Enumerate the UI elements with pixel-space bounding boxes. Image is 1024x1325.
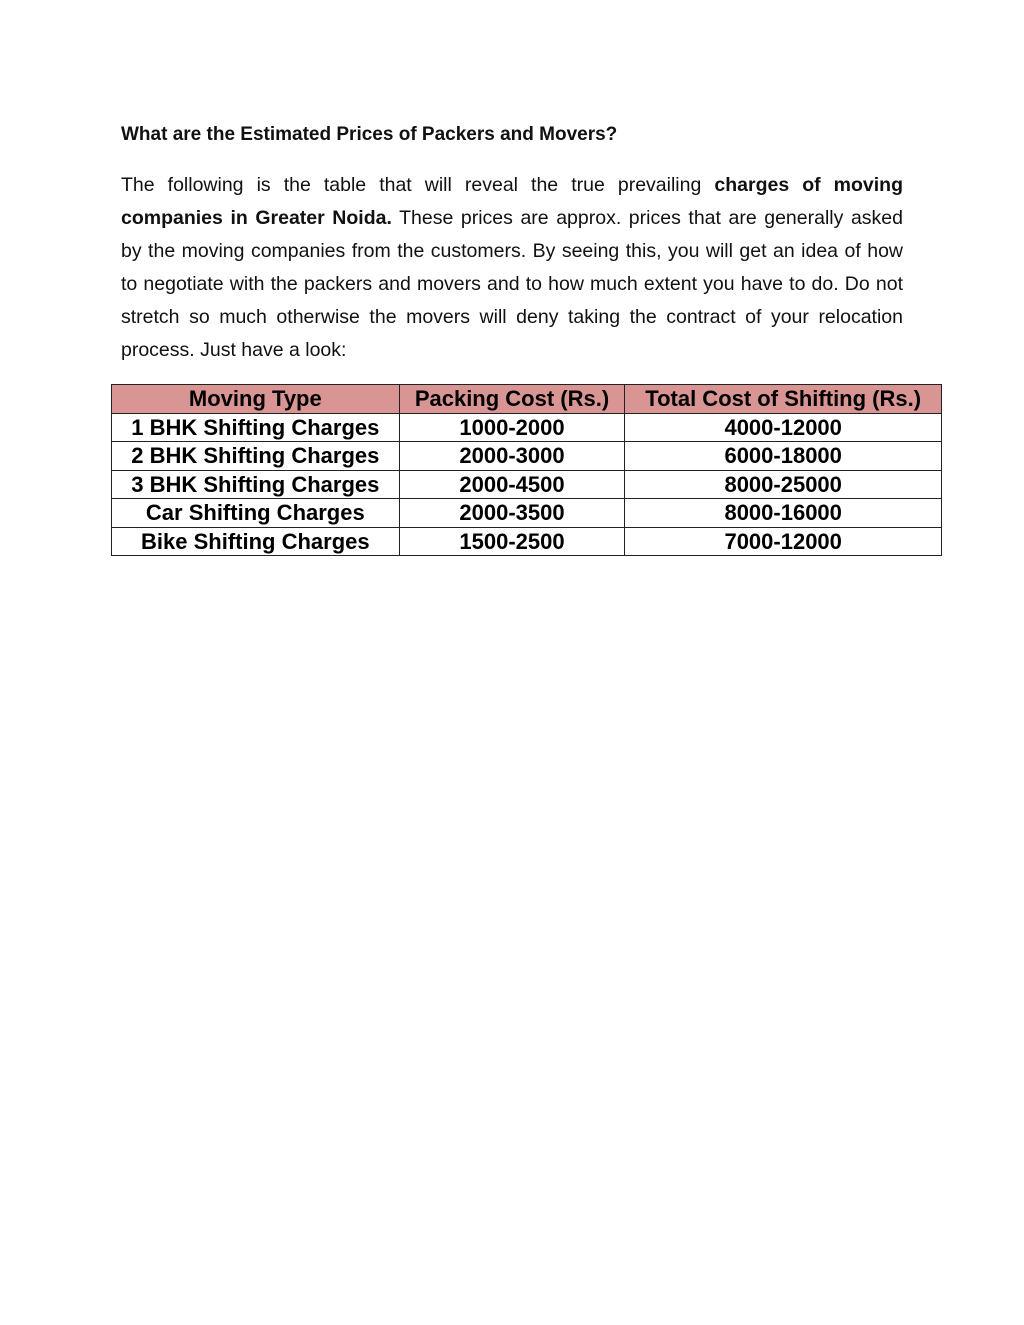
cell-total-cost: 4000-12000 <box>625 413 942 442</box>
table-row <box>112 499 942 528</box>
table-row <box>112 413 942 442</box>
cell-total-cost: 7000-12000 <box>625 527 942 556</box>
cell-total-cost: 6000-18000 <box>625 442 942 471</box>
section-heading: What are the Estimated Prices of Packers and Movers? <box>121 124 618 145</box>
column-header-moving-type: Moving Type <box>112 385 400 414</box>
cell-total-cost: 8000-25000 <box>625 470 942 499</box>
table-header-row <box>112 385 942 414</box>
cell-packing-cost: 2000-4500 <box>399 470 625 499</box>
intro-paragraph <box>121 169 903 367</box>
paragraph-bold-text: charges of moving companies in Greater Noida. <box>121 174 904 229</box>
paragraph-text-start: The following is the table that will reveal the true prevailing <box>121 174 715 196</box>
column-header-packing-cost: Packing Cost (Rs.) <box>399 385 625 414</box>
cell-moving-type: 2 BHK Shifting Charges <box>112 442 400 471</box>
paragraph-text-end: These prices are approx. prices that are generally asked by the moving companies from the customers. By seeing this, you will get an idea of how to negotiate with the packers and movers and to how much extent you have to do. Do not stretch so much otherwise the movers will deny taking the contract of your relocation process. Just have a look: <box>121 207 903 361</box>
cell-packing-cost: 1000-2000 <box>399 413 625 442</box>
cell-moving-type: 1 BHK Shifting Charges <box>112 413 400 442</box>
cell-total-cost: 8000-16000 <box>625 499 942 528</box>
price-table <box>111 384 942 556</box>
cell-moving-type: Car Shifting Charges <box>112 499 400 528</box>
cell-packing-cost: 2000-3500 <box>399 499 625 528</box>
cell-moving-type: Bike Shifting Charges <box>112 527 400 556</box>
cell-packing-cost: 1500-2500 <box>399 527 625 556</box>
table-row <box>112 527 942 556</box>
cell-packing-cost: 2000-3000 <box>399 442 625 471</box>
column-header-total-cost: Total Cost of Shifting (Rs.) <box>625 385 942 414</box>
cell-moving-type: 3 BHK Shifting Charges <box>112 470 400 499</box>
table-row <box>112 442 942 471</box>
table-row <box>112 470 942 499</box>
